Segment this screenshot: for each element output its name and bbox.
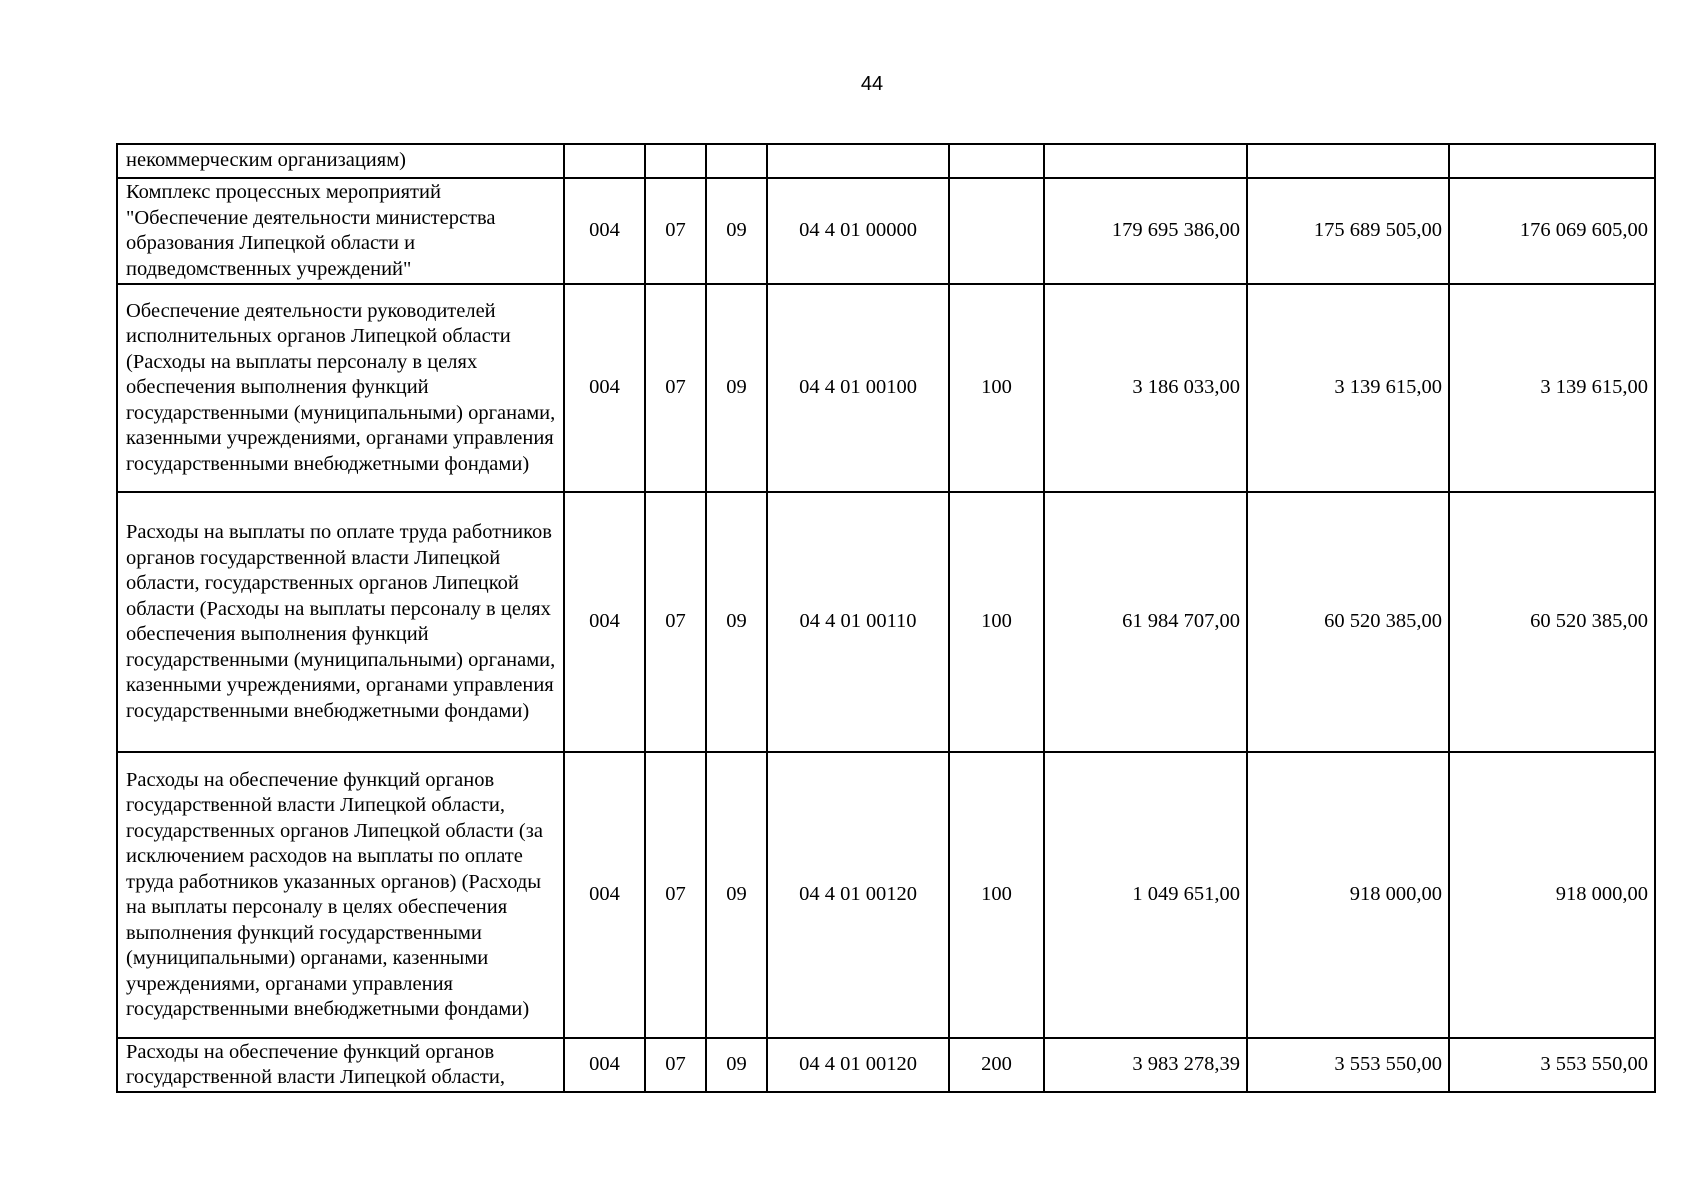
subsection-code-cell [706, 144, 767, 178]
expense-type-code-cell: 100 [949, 752, 1044, 1038]
expense-type-code-cell [949, 178, 1044, 284]
target-article-code-cell [767, 144, 949, 178]
row-description: Расходы на выплаты по оплате труда работников органов государственной власти Липецкой области, государственных органов Липецкой области (Расходы на выплаты персоналу в целях обеспечения выполнения функций государственными (муниципальными) органами, казенными учреждениями, органами управления государственными внебюджетными фондами) [117, 492, 564, 752]
amount-year-1-cell: 1 049 651,00 [1044, 752, 1247, 1038]
amount-year-3-cell: 918 000,00 [1449, 752, 1655, 1038]
table-row [117, 492, 1655, 752]
amount-year-3-cell: 60 520 385,00 [1449, 492, 1655, 752]
amount-year-1-cell [1044, 144, 1247, 178]
row-description: Расходы на обеспечение функций органов государственной власти Липецкой области, [117, 1038, 564, 1092]
ministry-code-cell: 004 [564, 1038, 645, 1092]
amount-year-1-cell: 3 983 278,39 [1044, 1038, 1247, 1092]
amount-year-1-cell: 61 984 707,00 [1044, 492, 1247, 752]
row-description: Комплекс процессных мероприятий "Обеспечение деятельности министерства образования Липецкой области и подведомственных учреждений" [117, 178, 564, 284]
expense-type-code-cell: 100 [949, 284, 1044, 492]
row-description: Обеспечение деятельности руководителей исполнительных органов Липецкой области (Расходы на выплаты персоналу в целях обеспечения выполнения функций государственными (муниципальными) органами, казенными учреждениями, органами управления государственными внебюджетными фондами) [117, 284, 564, 492]
table-row [117, 284, 1655, 492]
amount-year-2-cell: 918 000,00 [1247, 752, 1449, 1038]
subsection-code-cell: 09 [706, 1038, 767, 1092]
ministry-code-cell: 004 [564, 284, 645, 492]
subsection-code-cell: 09 [706, 752, 767, 1038]
amount-year-1-cell: 179 695 386,00 [1044, 178, 1247, 284]
amount-year-3-cell: 3 139 615,00 [1449, 284, 1655, 492]
row-description: Расходы на обеспечение функций органов государственной власти Липецкой области, государственных органов Липецкой области (за исключением расходов на выплаты по оплате труда работников указанных органов) (Расходы на выплаты персоналу в целях обеспечения выполнения функций государственными (муниципальными) органами, казенными учреждениями, органами управления государственными внебюджетными фондами) [117, 752, 564, 1038]
subsection-code-cell: 09 [706, 178, 767, 284]
amount-year-2-cell [1247, 144, 1449, 178]
section-code-cell: 07 [645, 492, 706, 752]
expense-type-code-cell: 100 [949, 492, 1044, 752]
page-number: 44 [860, 73, 884, 95]
expense-type-code-cell: 200 [949, 1038, 1044, 1092]
amount-year-1-cell: 3 186 033,00 [1044, 284, 1247, 492]
section-code-cell: 07 [645, 284, 706, 492]
section-code-cell: 07 [645, 178, 706, 284]
amount-year-3-cell: 176 069 605,00 [1449, 178, 1655, 284]
amount-year-3-cell [1449, 144, 1655, 178]
row-description: некоммерческим организациям) [117, 144, 564, 178]
subsection-code-cell: 09 [706, 492, 767, 752]
amount-year-2-cell: 175 689 505,00 [1247, 178, 1449, 284]
table-row [117, 144, 1655, 178]
target-article-code-cell: 04 4 01 00120 [767, 1038, 949, 1092]
subsection-code-cell: 09 [706, 284, 767, 492]
amount-year-2-cell: 3 139 615,00 [1247, 284, 1449, 492]
section-code-cell: 07 [645, 1038, 706, 1092]
target-article-code-cell: 04 4 01 00110 [767, 492, 949, 752]
ministry-code-cell: 004 [564, 492, 645, 752]
amount-year-2-cell: 60 520 385,00 [1247, 492, 1449, 752]
table-row [117, 752, 1655, 1038]
expense-type-code-cell [949, 144, 1044, 178]
section-code-cell [645, 144, 706, 178]
budget-table [116, 143, 1656, 1093]
ministry-code-cell [564, 144, 645, 178]
target-article-code-cell: 04 4 01 00120 [767, 752, 949, 1038]
section-code-cell: 07 [645, 752, 706, 1038]
target-article-code-cell: 04 4 01 00000 [767, 178, 949, 284]
table-row [117, 1038, 1655, 1092]
amount-year-2-cell: 3 553 550,00 [1247, 1038, 1449, 1092]
amount-year-3-cell: 3 553 550,00 [1449, 1038, 1655, 1092]
target-article-code-cell: 04 4 01 00100 [767, 284, 949, 492]
ministry-code-cell: 004 [564, 178, 645, 284]
table-row [117, 178, 1655, 284]
ministry-code-cell: 004 [564, 752, 645, 1038]
